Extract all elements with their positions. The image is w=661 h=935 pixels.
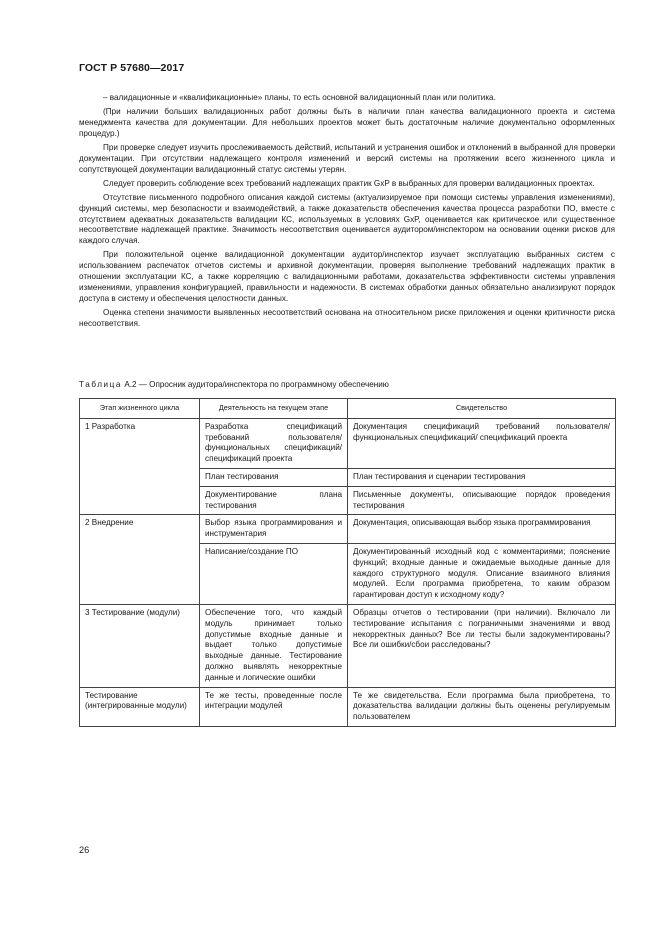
stage-cell: 1 Разработка: [80, 418, 200, 515]
evidence-cell: План тестирования и сценарии тестирования: [348, 468, 616, 486]
activity-cell: Написание/создание ПО: [200, 543, 348, 604]
table-row: [80, 604, 616, 687]
paragraph: (При наличии больших валидационных работ должны быть в наличии план качества валидационного проекта и система менеджмента качества для документации. Для небольших проектов может быть достаточным наличие документально оформленных процедур.): [79, 106, 615, 138]
body-text: [79, 93, 615, 333]
paragraph: – валидационные и «квалификационные» планы, то есть основной валидационный план или политика.: [103, 93, 496, 102]
activity-cell: Те же тесты, проведенные после интеграции модулей: [200, 687, 348, 726]
table-row: [80, 687, 616, 726]
paragraph: При проверке следует изучить прослеживаемость действий, испытаний и устранения ошибок и отклонений в выбранной для проверки документации. При отсутствии надлежащего контроля изменений и версий системы на протяжении всего жизненного цикла и сопутствующей документации валидационный статус системы утерян.: [79, 142, 615, 174]
stage-cell: 3 Тестирование (модули): [80, 604, 200, 687]
evidence-cell: Документация, описывающая выбор языка программирования: [348, 515, 616, 544]
table-caption-label: Таблица: [79, 380, 123, 389]
stage-cell: 2 Внедрение: [80, 515, 200, 605]
activity-cell: Документирование плана тестирования: [200, 486, 348, 515]
activity-cell: Выбор языка программирования и инструментария: [200, 515, 348, 544]
paragraph: Оценка степени значимости выявленных несоответствий основана на относительном риске приложения и оценки критичности риска несоответствия.: [79, 308, 615, 329]
table-caption-text: А.2 — Опросник аудитора/инспектора по программному обеспечению: [124, 380, 389, 389]
evidence-cell: Образцы отчетов о тестировании (при наличии). Включало ли тестирование испытания с пограничными значениями и ввод некорректных данных? Все ли тесты были задокументированы? Все ли ошибки/сбои расследованы?: [348, 604, 616, 687]
page-number: 26: [79, 845, 90, 855]
auditor-questionnaire-table: [79, 398, 616, 727]
stage-cell: Тестирование (интегрированные модули): [80, 687, 200, 726]
activity-cell: Разработка спецификаций требований пользователя/ функциональных спецификаций/спецификаций проекта: [200, 418, 348, 468]
table-caption: [79, 380, 389, 389]
activity-cell: Обеспечение того, что каждый модуль принимает только допустимые входные данные и выдает только допустимые выходные данные. Тестирование должно выявлять некорректные данные и логические ошибки: [200, 604, 348, 687]
table-row: [80, 515, 616, 544]
table-header-row: [80, 399, 616, 419]
column-header-evidence: Свидетельство: [348, 399, 616, 419]
column-header-activity: Деятельность на текущем этапе: [200, 399, 348, 419]
evidence-cell: Письменные документы, описывающие порядок проведения тестирования: [348, 486, 616, 515]
evidence-cell: Те же свидетельства. Если программа была приобретена, то доказательства валидации должны быть оценены регулируемым пользователем: [348, 687, 616, 726]
evidence-cell: Документированный исходный код с комментариями; пояснение функций; входные данные и ожидаемые выходные данные для каждого структурного модуля. Описание взаимного влияния модулей. Если программа приобретена, то каким образом гарантирован доступ к исходному коду?: [348, 543, 616, 604]
evidence-cell: Документация спецификаций требований пользователя/ функциональных спецификаций/ спецификаций проекта: [348, 418, 616, 468]
activity-cell: План тестирования: [200, 468, 348, 486]
column-header-stage: Этап жизненного цикла: [80, 399, 200, 419]
standard-code-header: ГОСТ Р 57680—2017: [79, 62, 185, 74]
paragraph: При положительной оценке валидационной документации аудитор/инспектор изучает эксплуатацию выбранных систем с использованием распечаток отчетов системы и архивной документации, проверяя выполнение требований надлежащих практик в отношении эксплуатации КС, а также корреляцию с валидационными работами, доказательства эффективности системы управления изменениями, управления конфигурацией, правильности и надежности. В системах обработки данных обязательно анализируют порядок доступа в систему и обеспечения целостности данных.: [79, 250, 615, 304]
paragraph: Отсутствие письменного подробного описания каждой системы (актуализируемое при помощи системы управления изменениями), функций системы, мер безопасности и взаимодействий, а также доказательств обеспечения качества процесса разработки ПО, вместе с отсутствием адекватных доказательств валидации КС, используемых в условиях GxP, оценивается как критическое или существенное несоответствие надлежащей практике. Значимость несоответствия оценивается аудитором/инспектором на основании оценки рисков для каждого случая.: [79, 192, 615, 246]
table-row: [80, 418, 616, 468]
paragraph: Следует проверить соблюдение всех требований надлежащих практик GxP в выбранных для проверки валидационных проектах.: [103, 178, 595, 188]
